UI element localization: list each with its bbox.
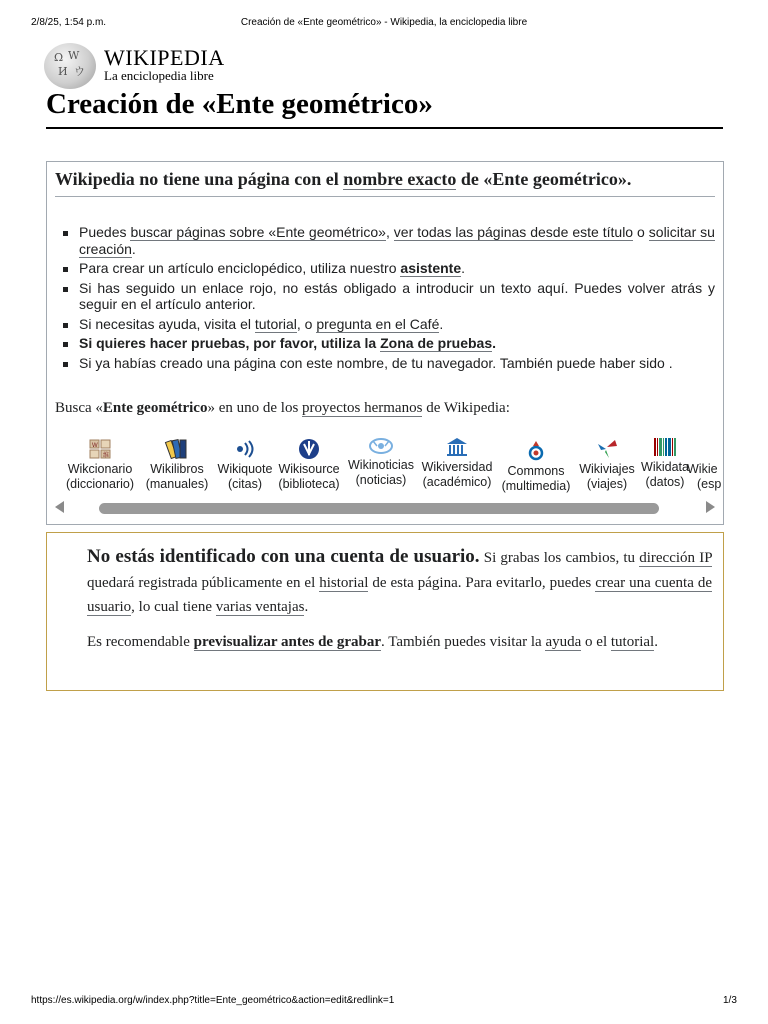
sister-project-wikivoyage[interactable] bbox=[575, 438, 639, 492]
sister-desc: (esp bbox=[697, 477, 722, 491]
sister-search-line bbox=[55, 400, 510, 417]
create-account-link[interactable]: crear una cuenta de usuario bbox=[87, 574, 712, 615]
commons-icon bbox=[524, 440, 548, 462]
sister-project-wikispecies[interactable] bbox=[687, 438, 735, 492]
wikivoyage-icon bbox=[595, 438, 619, 460]
sister-project-wikisource[interactable] bbox=[275, 438, 343, 492]
scroll-left-arrow-icon[interactable] bbox=[55, 501, 64, 513]
list-item bbox=[79, 355, 715, 372]
notice-list bbox=[79, 224, 715, 374]
sister-desc: (viajes) bbox=[586, 477, 628, 491]
sister-name: Wikiquote bbox=[217, 462, 273, 476]
scroll-track[interactable] bbox=[71, 502, 699, 512]
anon-text: Si grabas los cambios, tu bbox=[479, 550, 640, 566]
search-pages-link[interactable]: buscar páginas sobre «Ente geométrico» bbox=[130, 224, 386, 240]
print-doc-title: Creación de «Ente geométrico» - Wikipedia, la enciclopedia libre bbox=[240, 17, 528, 28]
sister-name: Wikcionario bbox=[67, 462, 133, 476]
sister-name: Wikie bbox=[687, 462, 718, 476]
sister-project-wikibooks[interactable] bbox=[143, 438, 211, 492]
notice-heading-text: Wikipedia no tiene una página con el bbox=[55, 169, 344, 189]
anon-text: . También puedes visitar la bbox=[380, 634, 546, 650]
svg-text:维: 维 bbox=[103, 453, 110, 459]
item-text: o bbox=[633, 224, 649, 240]
list-item bbox=[79, 280, 715, 313]
anon-tutorial-link[interactable]: tutorial bbox=[610, 634, 655, 650]
anon-text: o el bbox=[581, 634, 611, 650]
sister-project-commons[interactable] bbox=[497, 440, 575, 494]
sister-name: Wikiviajes bbox=[579, 462, 635, 476]
advantages-link[interactable]: varias ventajas bbox=[215, 599, 305, 615]
request-creation-link[interactable]: solicitar su creación bbox=[79, 224, 715, 257]
cafe-link[interactable]: pregunta en el Café bbox=[316, 315, 440, 332]
list-item bbox=[79, 224, 715, 257]
exact-name-link[interactable]: nombre exacto bbox=[343, 169, 457, 189]
anon-text: quedará registrada públicamente en el bbox=[87, 574, 320, 591]
sister-desc: (citas) bbox=[227, 477, 263, 491]
anon-paragraph-2 bbox=[87, 630, 712, 655]
item-text: , o bbox=[296, 315, 317, 332]
sister-projects-strip[interactable] bbox=[55, 438, 722, 494]
item-text: . bbox=[461, 260, 465, 276]
print-datetime: 2/8/25, 1:54 p.m. bbox=[31, 17, 107, 28]
item-text: Si ya habías creado una página con este nombre, de tu navegador. También puede haber sido . bbox=[79, 354, 673, 371]
wikipedia-globe-icon: Ω W И ウ bbox=[44, 43, 96, 89]
sister-name: Commons bbox=[507, 464, 565, 478]
item-text: Para crear un artículo enciclopédico, utiliza nuestro bbox=[79, 260, 401, 276]
scroll-right-arrow-icon[interactable] bbox=[706, 501, 715, 513]
wikibooks-icon bbox=[165, 438, 189, 460]
item-text: Si has seguido un enlace rojo, no estás obligado a introducir un texto aquí. Puedes volver atrás y seguir en el artículo anterior. bbox=[79, 279, 715, 312]
print-url: https://es.wikipedia.org/w/index.php?title=Ente_geométrico&action=edit&redlink=1 bbox=[31, 995, 395, 1006]
notice-heading-text-end: de «Ente geométrico». bbox=[456, 169, 632, 189]
sister-name: Wikisource bbox=[278, 462, 340, 476]
anon-text: . bbox=[304, 599, 309, 615]
scroll-thumb[interactable] bbox=[99, 503, 659, 514]
sister-name: Wikiversidad bbox=[421, 460, 493, 474]
print-page-number: 1/3 bbox=[723, 995, 737, 1006]
anon-text: Es recomendable bbox=[87, 634, 194, 650]
item-text: , bbox=[385, 224, 394, 240]
sister-project-wikiquote[interactable] bbox=[213, 438, 277, 492]
history-link[interactable]: historial bbox=[319, 574, 369, 591]
svg-text:W: W bbox=[92, 443, 98, 449]
wikisource-icon bbox=[297, 438, 321, 460]
list-item bbox=[79, 335, 715, 352]
wizard-link[interactable]: asistente bbox=[400, 260, 462, 276]
tutorial-link[interactable]: tutorial bbox=[254, 315, 297, 332]
sister-desc: (diccionario) bbox=[65, 477, 135, 491]
sister-desc: (datos) bbox=[645, 475, 685, 489]
anon-text: . bbox=[654, 634, 658, 650]
wikipedia-tagline: La enciclopedia libre bbox=[104, 68, 214, 83]
item-text: . bbox=[439, 315, 444, 332]
item-text: . bbox=[131, 240, 136, 257]
busca-term: Ente geométrico bbox=[102, 400, 208, 416]
anon-heading: No estás identificado con una cuenta de usuario. bbox=[87, 546, 480, 567]
ip-address-link[interactable]: dirección IP bbox=[639, 550, 713, 566]
wikiquote-icon bbox=[233, 438, 257, 460]
item-text: Puedes bbox=[79, 224, 131, 240]
sister-project-wikidata[interactable] bbox=[637, 436, 693, 490]
busca-text: Busca « bbox=[55, 400, 103, 416]
item-text: Si quieres hacer pruebas, por favor, utiliza la bbox=[79, 335, 381, 351]
sister-strip-scrollbar[interactable] bbox=[55, 500, 715, 514]
wikipedia-logo[interactable] bbox=[44, 43, 234, 89]
all-pages-link[interactable]: ver todas las páginas desde este título bbox=[393, 224, 634, 240]
list-item bbox=[79, 316, 715, 333]
sister-desc: (multimedia) bbox=[501, 479, 571, 493]
sister-name: Wikilibros bbox=[150, 462, 204, 476]
help-link[interactable]: ayuda bbox=[545, 634, 582, 650]
anonymous-user-notice bbox=[46, 532, 724, 691]
item-text: Si necesitas ayuda, visita el bbox=[79, 315, 255, 332]
page-title: Creación de «Ente geométrico» bbox=[46, 88, 723, 129]
notice-heading bbox=[55, 169, 715, 197]
sister-project-wikinews[interactable] bbox=[343, 434, 419, 488]
sister-desc: (manuales) bbox=[145, 477, 209, 491]
wikiversity-icon bbox=[445, 436, 469, 458]
list-item bbox=[79, 260, 715, 277]
no-article-notice bbox=[46, 161, 724, 525]
wiktionary-icon bbox=[88, 438, 112, 460]
sister-projects-link[interactable]: proyectos hermanos bbox=[302, 400, 423, 416]
sister-project-wiktionary[interactable] bbox=[61, 438, 139, 492]
busca-text: » en uno de los bbox=[207, 400, 303, 416]
anon-text: de esta página. Para evitarlo, puedes bbox=[368, 574, 596, 591]
wikidata-icon bbox=[653, 436, 677, 458]
wikinews-icon bbox=[369, 434, 393, 456]
sister-project-wikiversity[interactable] bbox=[417, 436, 497, 490]
preview-link[interactable]: previsualizar antes de grabar bbox=[193, 634, 381, 650]
anon-paragraph-1 bbox=[87, 545, 712, 620]
sister-name: Wikidata bbox=[641, 460, 689, 474]
anon-text: , lo cual tiene bbox=[131, 599, 216, 615]
busca-text: de Wikipedia: bbox=[422, 400, 510, 416]
item-text: . bbox=[492, 335, 497, 351]
sister-desc: (biblioteca) bbox=[278, 477, 340, 491]
sister-name: Wikinoticias bbox=[348, 458, 414, 472]
wikipedia-wordmark: WIKIPEDIA bbox=[104, 45, 225, 70]
sister-desc: (noticias) bbox=[355, 473, 407, 487]
sandbox-link[interactable]: Zona de pruebas bbox=[380, 335, 493, 351]
sister-desc: (académico) bbox=[422, 475, 492, 489]
